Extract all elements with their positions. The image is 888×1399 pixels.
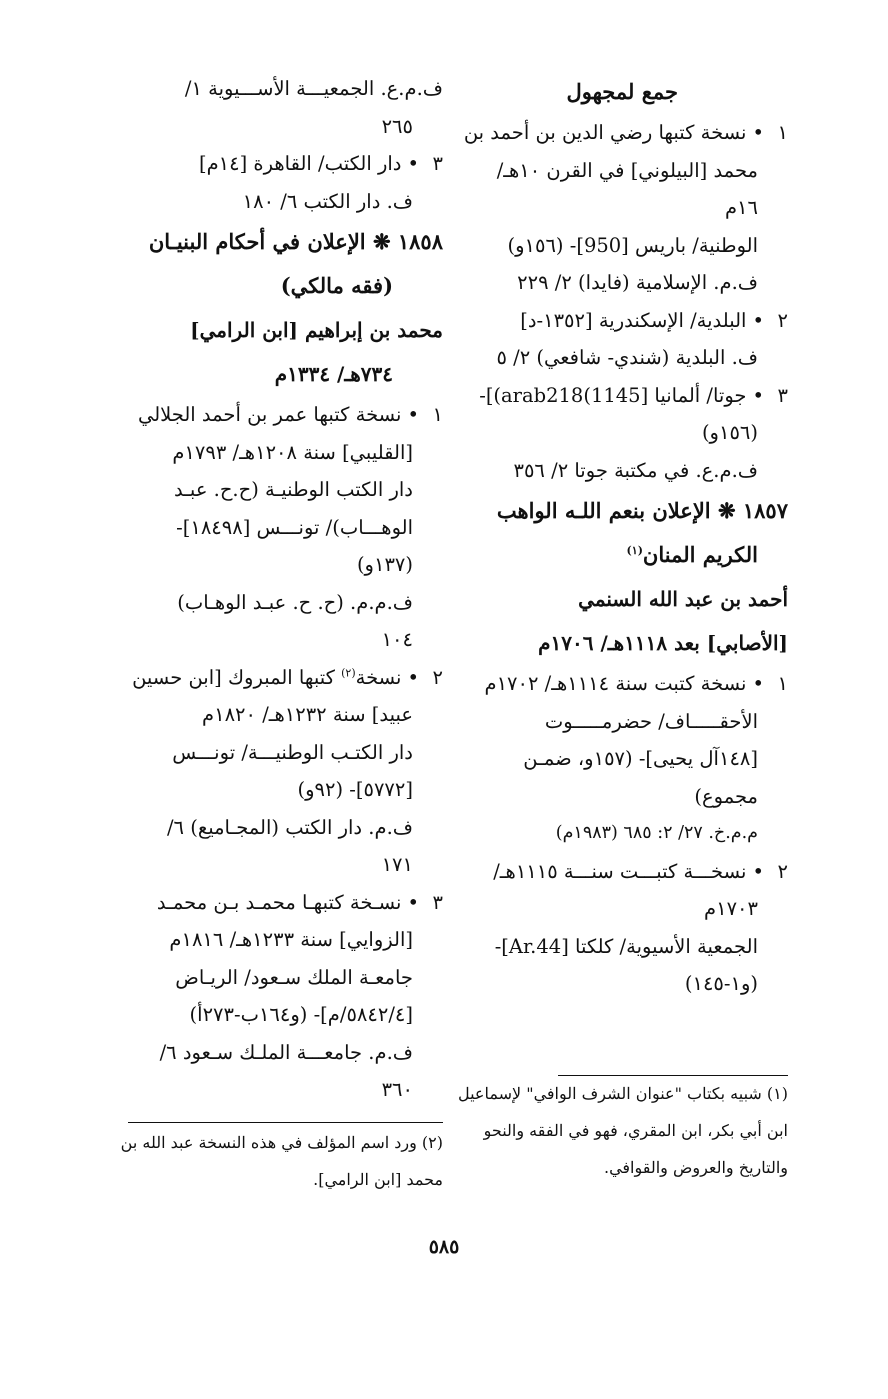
item-line: ف.م.ع. في مكتبة جوتا ٢/ ٣٥٦ <box>513 458 758 482</box>
item-line: [الزوايي] سنة ١٢٣٣هـ/ ١٨١٦م <box>169 928 413 951</box>
bullet-icon: • <box>407 403 419 426</box>
footnote-line: (١) شبيه بكتاب "عنوان الشرف الوافي" لإسماعيل <box>457 1084 788 1103</box>
entry-author-dates: [الأصابي] بعد ١١١٨هـ/ ١٧٠٦م <box>538 631 788 655</box>
list-item <box>458 665 788 853</box>
page-number: ٥٨٥ <box>428 1236 460 1258</box>
item-line: ٢•نسخة$^{(٢)}$ كتبها المبروك [ابن حسين <box>113 659 443 697</box>
entry-1857 <box>458 489 788 1003</box>
item-line: الأحقـــــاف/ حضرمـــــوت <box>544 709 758 733</box>
item-line: ٢•نسخـــة كتبـــت سنـــة ١١١٥هـ/ <box>458 853 788 891</box>
footnote-line: والتاريخ والعروض والقوافي. <box>603 1158 788 1177</box>
item-line: (١٣٧و) <box>356 553 413 576</box>
entry-heading: ١٨٥٨ ❋ الإعلان في أحكام البنيـان <box>148 229 443 254</box>
item-line: محمد [البيلوني] في القرن ١٠هـ/ <box>496 158 758 182</box>
right-column <box>458 70 788 1003</box>
item-line: ٣•جوتا/ ألمانيا [1145)arab218)]- <box>458 377 788 415</box>
entry-heading-cont: (فقه مالكي) <box>280 273 393 298</box>
item-line: الوهـــاب)/ تونـــس [١٨٤٩٨]- <box>176 515 413 539</box>
bullet-icon: • <box>407 152 419 175</box>
bullet-icon: • <box>407 890 419 914</box>
item-line: ٣•نسـخة كتبهـا محمـد بـن محمـد <box>113 884 443 922</box>
footnote-line: (٢) ورد اسم المؤلف في هذه النسخة عبد الله بن <box>120 1133 443 1152</box>
list-item <box>113 884 443 1109</box>
bullet-icon: • <box>752 308 764 332</box>
item-line: الوطنية/ باريس [950]- (١٥٦و) <box>507 233 758 257</box>
item-line: ٢•البلدية/ الإسكندرية [١٣٥٢-د] <box>458 302 788 340</box>
footnote-divider <box>128 1122 443 1123</box>
bullet-icon: • <box>752 672 764 695</box>
entry-author-dates: ٧٣٤هـ/ ١٣٣٤م <box>274 362 393 386</box>
item-line: ف.م. الإسلامية (فايدا) ٢/ ٢٢٩ <box>517 271 758 294</box>
bullet-icon: • <box>407 665 419 689</box>
footnote-marker: (٢) <box>341 666 356 679</box>
item-line: ١•نسخة كتبت سنة ١١١٤هـ/ ١٧٠٢م <box>458 665 788 703</box>
continuation-line: ف.م.ع. الجمعيـــة الأســـيوية ١/ <box>184 77 443 100</box>
list-item <box>458 853 788 1003</box>
item-line: [القليبي] سنة ١٢٠٨هـ/ ١٧٩٣م <box>172 440 413 464</box>
item-line: ف. البلدية (شندي- شافعي) ٢/ ٥ <box>496 346 758 369</box>
list-item <box>458 377 788 490</box>
list-item <box>113 145 443 220</box>
list-item <box>458 302 788 377</box>
footnote-line: ابن أبي بكر، ابن المقري، فهو في الفقه والنحو <box>483 1121 788 1140</box>
item-line: جامعـة الملك سـعود/ الريـاض <box>175 965 413 989</box>
item-line: عبيد] سنة ١٢٣٢هـ/ ١٨٢٠م <box>202 703 413 726</box>
item-line: ف. دار الكتب ٦/ ١٨٠ <box>242 189 413 213</box>
item-line: [٥٨٤٢/٤/م]- (و١٦٤ب-٢٧٣أ) <box>189 1003 413 1026</box>
list-item <box>113 396 443 659</box>
section-title: جمع لمجهول <box>566 79 678 104</box>
item-line: ١•نسخة كتبها عمر بن أحمد الجلالي <box>113 396 443 434</box>
item-line: ١٦م <box>724 196 758 219</box>
item-line: [٥٧٧٢]- (٩٢و) <box>297 778 413 801</box>
item-line: ٣•دار الكتب/ القاهرة [١٤م] <box>113 145 443 183</box>
item-line: مجموع) <box>694 784 758 808</box>
bullet-icon: • <box>752 859 764 883</box>
bullet-icon: • <box>752 121 764 144</box>
footnote-left <box>113 1124 443 1198</box>
item-line: [١٤٨آل يحيى]- (١٥٧و، ضمـن <box>523 747 758 770</box>
item-line: دار الكتـب الوطنيـــة/ تونـــس <box>172 740 413 764</box>
entry-author: محمد بن إبراهيم [ابن الرامي] <box>190 318 443 342</box>
list-item <box>113 659 443 884</box>
footnote-line: محمد [ابن الرامي]. <box>313 1170 443 1189</box>
item-line: ١٧٠٣م <box>704 897 758 920</box>
entry-heading: ١٨٥٧ ❋ الإعلان بنعم اللـه الواهب <box>496 498 788 523</box>
item-line: (١٥٦و) <box>701 421 758 444</box>
item-line: ١٠٤ <box>381 628 413 651</box>
item-line: م.م.خ. ٢٧/ ٢: ٦٨٥ (١٩٨٣م) <box>555 823 758 843</box>
entry-author: أحمد بن عبد الله السنمي <box>578 587 788 611</box>
entry-heading-cont: الكريم المنان$^{(١)}$ <box>626 542 758 567</box>
bullet-icon: • <box>752 383 764 407</box>
footnote-marker: (١) <box>626 544 643 557</box>
entry-1858 <box>113 220 443 1109</box>
item-line: ٣٦٠ <box>381 1078 413 1101</box>
item-line: الجمعية الأسيوية/ كلكتا [Ar.44]- <box>494 934 758 958</box>
item-line: ف.م. دار الكتب (المجـاميع) ٦/ <box>166 815 413 839</box>
item-line: ف.م. جامعـــة الملـك سـعود ٦/ <box>159 1040 413 1064</box>
item-line: ١٧١ <box>381 853 413 876</box>
item-line: ١•نسخة كتبها رضي الدين بن أحمد بن <box>458 114 788 152</box>
item-line: دار الكتب الوطنيـة (ح.ح. عبـد <box>173 478 413 501</box>
continuation-line: ٢٦٥ <box>381 114 413 138</box>
left-column <box>113 70 443 1109</box>
footnote-right <box>458 1075 788 1186</box>
item-line: ف.م.م. (ح. ح. عبـد الوهـاب) <box>177 590 413 614</box>
item-line: (و١-١٤٥) <box>684 972 758 995</box>
list-item <box>458 114 788 302</box>
